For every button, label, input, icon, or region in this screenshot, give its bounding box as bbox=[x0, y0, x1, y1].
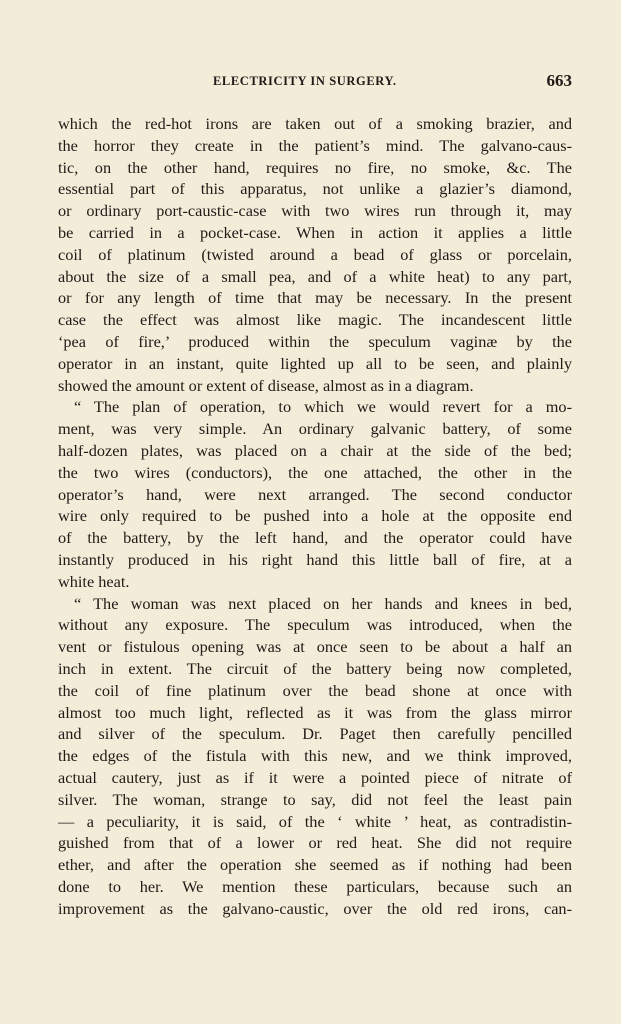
text-line: coil of platinum (twisted around a bead of glass or porcelain, bbox=[58, 244, 572, 264]
text-line: of the battery, by the left hand, and the operator could have bbox=[58, 528, 572, 548]
text-line: or ordinary port-caustic-case with two wires run through it, may bbox=[58, 201, 572, 221]
text-line: operator in an instant, quite lighted up all to be seen, and plainly bbox=[58, 353, 572, 373]
body-text bbox=[58, 113, 572, 919]
text-line: ment, was very simple. An ordinary galvanic battery, of some bbox=[58, 419, 572, 439]
text-line: ‘pea of fire,’ produced within the speculum vaginæ by the bbox=[58, 331, 572, 351]
text-line: showed the amount or extent of disease, almost as in a diagram. bbox=[58, 375, 474, 395]
text-line: be carried in a pocket-case. When in action it applies a little bbox=[58, 222, 572, 242]
text-line: half-dozen plates, was placed on a chair at the side of the bed; bbox=[58, 440, 572, 460]
text-line: essential part of this apparatus, not unlike a glazier’s diamond, bbox=[58, 179, 572, 199]
text-line: instantly produced in his right hand this little ball of fire, at a bbox=[58, 549, 572, 569]
page-number: 663 bbox=[546, 71, 572, 90]
text-line: the edges of the fistula with this new, and we think improved, bbox=[58, 746, 572, 766]
text-line: guished from that of a lower or red heat. She did not require bbox=[58, 833, 572, 853]
text-line: tic, on the other hand, requires no fire, no smoke, &c. The bbox=[58, 157, 572, 177]
text-line: silver. The woman, strange to say, did not feel the least pain bbox=[58, 789, 572, 809]
text-line: and silver of the speculum. Dr. Paget then carefully pencilled bbox=[58, 724, 572, 744]
text-line: actual cautery, just as if it were a pointed piece of nitrate of bbox=[58, 767, 572, 787]
text-line: improvement as the galvano-caustic, over the old red irons, can- bbox=[58, 898, 572, 918]
text-line: “ The plan of operation, to which we would revert for a mo- bbox=[74, 397, 572, 417]
text-line: ether, and after the operation she seemed as if nothing had been bbox=[58, 855, 572, 875]
text-line: the horror they create in the patient’s mind. The galvano-caus- bbox=[58, 135, 572, 155]
text-line: the two wires (conductors), the one attached, the other in the bbox=[58, 462, 572, 482]
text-line: about the size of a small pea, and of a white heat) to any part, bbox=[58, 266, 572, 286]
text-line: or for any length of time that may be necessary. In the present bbox=[58, 288, 572, 308]
text-line: “ The woman was next placed on her hands and knees in bed, bbox=[74, 593, 572, 613]
text-line: inch in extent. The circuit of the battery being now completed, bbox=[58, 658, 572, 678]
text-line: vent or fistulous opening was at once seen to be about a half an bbox=[58, 637, 572, 657]
text-line: wire only required to be pushed into a hole at the opposite end bbox=[58, 506, 572, 526]
text-line: which the red-hot irons are taken out of a smoking brazier, and bbox=[58, 114, 572, 133]
text-line: without any exposure. The speculum was introduced, when the bbox=[58, 615, 572, 635]
text-line: the coil of fine platinum over the bead shone at once with bbox=[58, 680, 572, 700]
text-line: done to her. We mention these particulars, because such an bbox=[58, 876, 572, 896]
page-header bbox=[58, 71, 572, 92]
text-line: almost too much light, reflected as it was from the glass mirror bbox=[58, 702, 572, 722]
text-line: operator’s hand, were next arranged. The second conductor bbox=[58, 484, 572, 504]
text-line: white heat. bbox=[58, 571, 130, 591]
running-head: ELECTRICITY IN SURGERY. bbox=[213, 74, 397, 88]
text-line: — a peculiarity, it is said, of the ‘ white ’ heat, as contradistin- bbox=[58, 811, 572, 831]
text-line: case the effect was almost like magic. The incandescent little bbox=[58, 310, 572, 330]
